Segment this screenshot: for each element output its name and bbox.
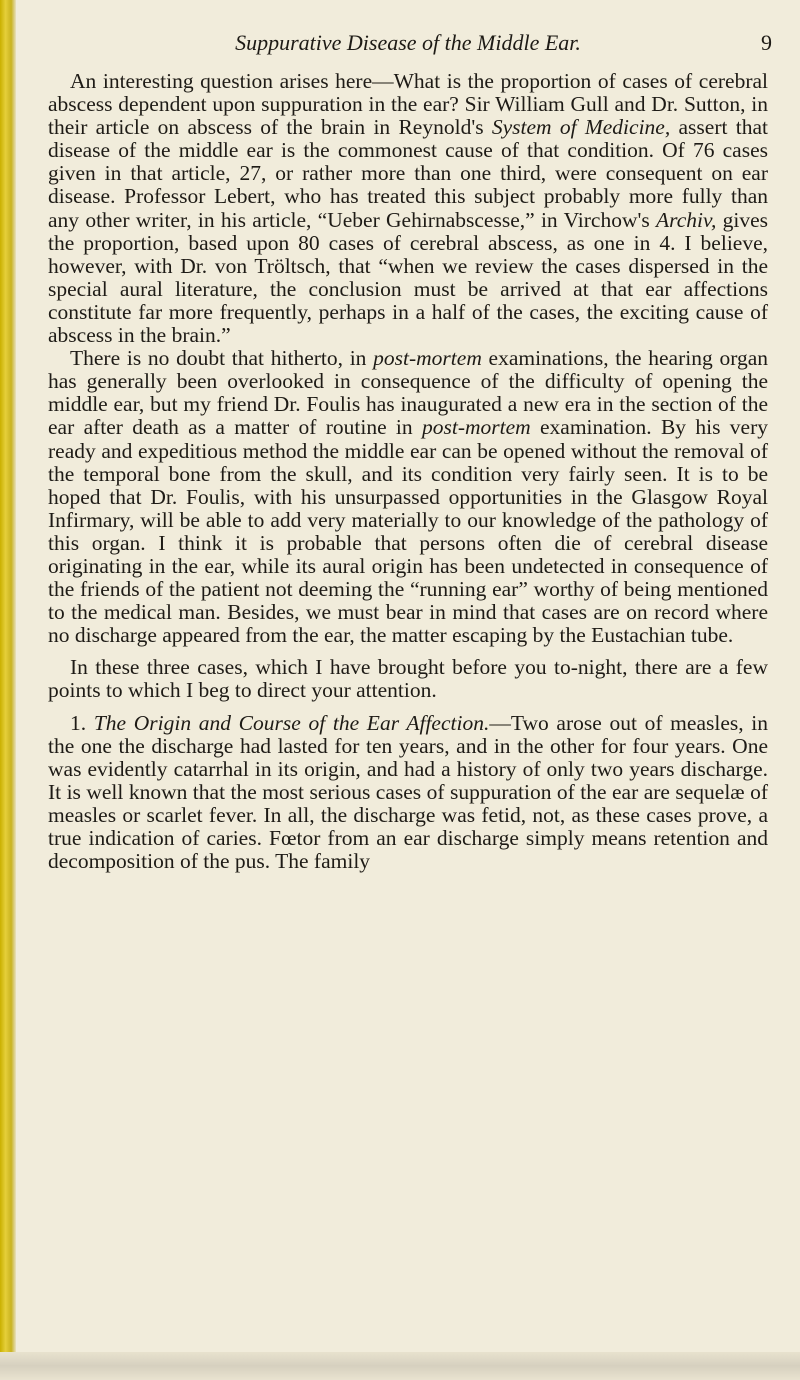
paragraph-three-cases: In these three cases, which I have brought before you to-night, there are a few points to which I beg to direct your attention. (48, 655, 768, 703)
text-run: gives the proportion, based upon 80 cases of cerebral abscess, as one in 4. I believe, however, with Dr. von Tröltsch, that “when we review the cases dispersed in the special aural literature, the conclusion must be arrived at that ear affections constitute far more frequently, perhaps in a half of the cases, the exciting cause of abscess in the brain.” (48, 207, 768, 348)
running-head: Suppurative Disease of the Middle Ear. (235, 30, 581, 55)
text-run: 1. (70, 710, 94, 735)
italic-title: System of Medicine, (491, 115, 671, 140)
page-number: 9 (761, 30, 772, 55)
text-run: assert that disease of the middle ear is the commonest cause of that condition. Of 76 cases given in that article, 27, or rather more than one third, were consequent on ear disease. Professor Lebert, who has treated this subject probably more fully than any other writer, in his article, “Ueber Gehirnabscesse,” in Virchow's (48, 115, 768, 232)
italic-term: post-mortem (421, 415, 531, 440)
page-header (16, 30, 800, 64)
italic-title: Archiv, (656, 207, 717, 232)
book-page (16, 0, 800, 1380)
text-run: There is no doubt that hitherto, in (70, 346, 374, 371)
paragraph-origin-course (48, 712, 768, 874)
italic-term: post-mortem (373, 346, 482, 371)
text-run: examination. By his very ready and expeditious method the middle ear can be opened without the removal of the temporal bone from the skull, and its condition very fairly seen. It is to be hoped that Dr. Foulis, with his unsurpassed opportunities in the Glasgow Royal Infirmary, will be able to add very materially to our knowledge of the pathology of this organ. I think it is probable that persons often die of cerebral disease originating in the ear, while its aural origin has been undetected in consequence of the friends of the patient not deeming the “running ear” worthy of being mentioned to the medical man. Besides, we must bear in mind that cases are on record where no discharge appeared from the ear, the matter escaping by the Eustachian tube. (48, 415, 768, 648)
paragraph-cerebral-abscess (48, 70, 768, 347)
italic-heading: The Origin and Course of the Ear Affection. (93, 710, 490, 735)
book-binding-edge (0, 0, 16, 1380)
paragraph-post-mortem (48, 347, 768, 647)
text-run: examinations, the hearing organ has generally been overlooked in consequence of the difficulty of opening the middle ear, but my friend Dr. Foulis has inaugurated a new era in the section of the ear after death as a matter of routine in (48, 346, 769, 440)
text-run: —Two arose out of measles, in the one the discharge had lasted for ten years, and in the other for four years. One was evidently catarrhal in its origin, and had a history of only two years discharge. It is well known that the most serious cases of suppuration of the ear are sequelæ of measles or scarlet fever. In all, the discharge was fetid, not, as these cases prove, a true indication of caries. Fœtor from an ear discharge simply means retention and decomposition of the pus. The family (48, 710, 769, 874)
page-body (48, 70, 768, 873)
text-run: An interesting question arises here—What is the proportion of cases of cerebral abscess dependent upon suppuration in the ear? Sir William Gull and Dr. Sutton, in their article on abscess of the brain in Reynold's (48, 69, 768, 140)
page-bottom-edge (0, 1352, 800, 1380)
